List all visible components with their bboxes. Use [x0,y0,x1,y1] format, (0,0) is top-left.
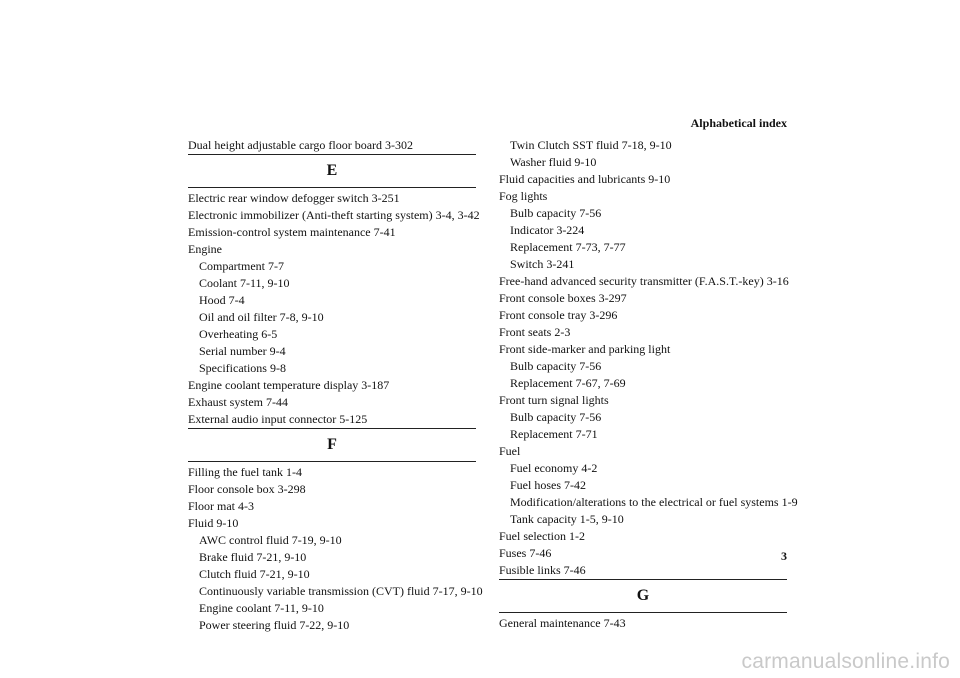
index-entry: Fuel [499,444,521,458]
index-subentry: Tank capacity 1-5, 9-10 [510,512,624,526]
index-entry: Floor console box 3-298 [188,482,306,496]
watermark[interactable]: carmanualsonline.info [741,650,950,673]
index-entry: Electronic immobilizer (Anti-theft starting system) 3-4, 3-42 [188,208,480,222]
index-subentry: Overheating 6-5 [199,327,278,341]
index-entry: Fluid 9-10 [188,516,239,530]
index-entry: Engine coolant temperature display 3-187 [188,378,390,392]
index-group-f-continued [499,137,798,579]
index-group-g [499,615,787,632]
index-subentry: AWC control fluid 7-19, 9-10 [199,533,342,547]
index-subentry: Clutch fluid 7-21, 9-10 [199,567,310,581]
index-group-f [188,464,483,634]
index-entry: Fusible links 7-46 [499,563,586,577]
index-subentry: Serial number 9-4 [199,344,286,358]
index-entry: Front seats 2-3 [499,325,571,339]
index-subentry: Compartment 7-7 [199,259,284,273]
index-entry: Floor mat 4-3 [188,499,254,513]
index-subentry: Twin Clutch SST fluid 7-18, 9-10 [510,138,672,152]
index-column-right [499,137,798,632]
index-subentry: Indicator 3-224 [510,223,585,237]
index-entry: Front side-marker and parking light [499,342,671,356]
index-entry: External audio input connector 5-125 [188,412,368,426]
index-subentry: Fuel economy 4-2 [510,461,598,475]
index-entry: Emission-control system maintenance 7-41 [188,225,396,239]
index-subentry: Bulb capacity 7-56 [510,359,602,373]
index-subentry: Engine coolant 7-11, 9-10 [199,601,324,615]
index-entry: Fuel selection 1-2 [499,529,585,543]
index-column-left [188,137,483,634]
running-header: Alphabetical index [690,116,787,130]
index-entry: Electric rear window defogger switch 3-251 [188,191,400,205]
index-group-before-e [188,137,476,154]
index-subentry: Bulb capacity 7-56 [510,206,602,220]
index-entry: General maintenance 7-43 [499,616,626,630]
index-subentry: Replacement 7-67, 7-69 [510,376,626,390]
index-subentry: Continuously variable transmission (CVT) fluid 7-17, 9-10 [199,584,483,598]
index-entry: Exhaust system 7-44 [188,395,288,409]
index-subentry: Brake fluid 7-21, 9-10 [199,550,307,564]
index-entry: Front console boxes 3-297 [499,291,627,305]
index-subentry: Replacement 7-73, 7-77 [510,240,626,254]
index-entry: Front console tray 3-296 [499,308,618,322]
index-subentry: Modification/alterations to the electrical or fuel systems 1-9 [510,495,798,509]
index-subentry: Fuel hoses 7-42 [510,478,586,492]
section-heading-e: E [188,154,476,188]
index-subentry: Hood 7-4 [199,293,245,307]
index-entry: Fuses 7-46 [499,546,552,560]
index-group-e [188,190,480,428]
index-subentry: Specifications 9-8 [199,361,286,375]
index-entry: Fluid capacities and lubricants 9-10 [499,172,671,186]
index-subentry: Washer fluid 9-10 [510,155,597,169]
index-subentry: Bulb capacity 7-56 [510,410,602,424]
index-subentry: Replacement 7-71 [510,427,598,441]
index-entry: Free-hand advanced security transmitter (F.A.S.T.-key) 3-16 [499,274,789,288]
index-entry: Filling the fuel tank 1-4 [188,465,302,479]
page-number: 3 [781,549,787,563]
index-entry: Fog lights [499,189,548,203]
index-subentry: Oil and oil filter 7-8, 9-10 [199,310,324,324]
section-heading-g: G [499,579,787,613]
index-entry: Engine [188,242,222,256]
index-subentry: Coolant 7-11, 9-10 [199,276,290,290]
section-heading-f: F [188,428,476,462]
index-entry: Dual height adjustable cargo floor board 3-302 [188,138,414,152]
index-entry: Front turn signal lights [499,393,609,407]
index-subentry: Power steering fluid 7-22, 9-10 [199,618,350,632]
index-subentry: Switch 3-241 [510,257,575,271]
